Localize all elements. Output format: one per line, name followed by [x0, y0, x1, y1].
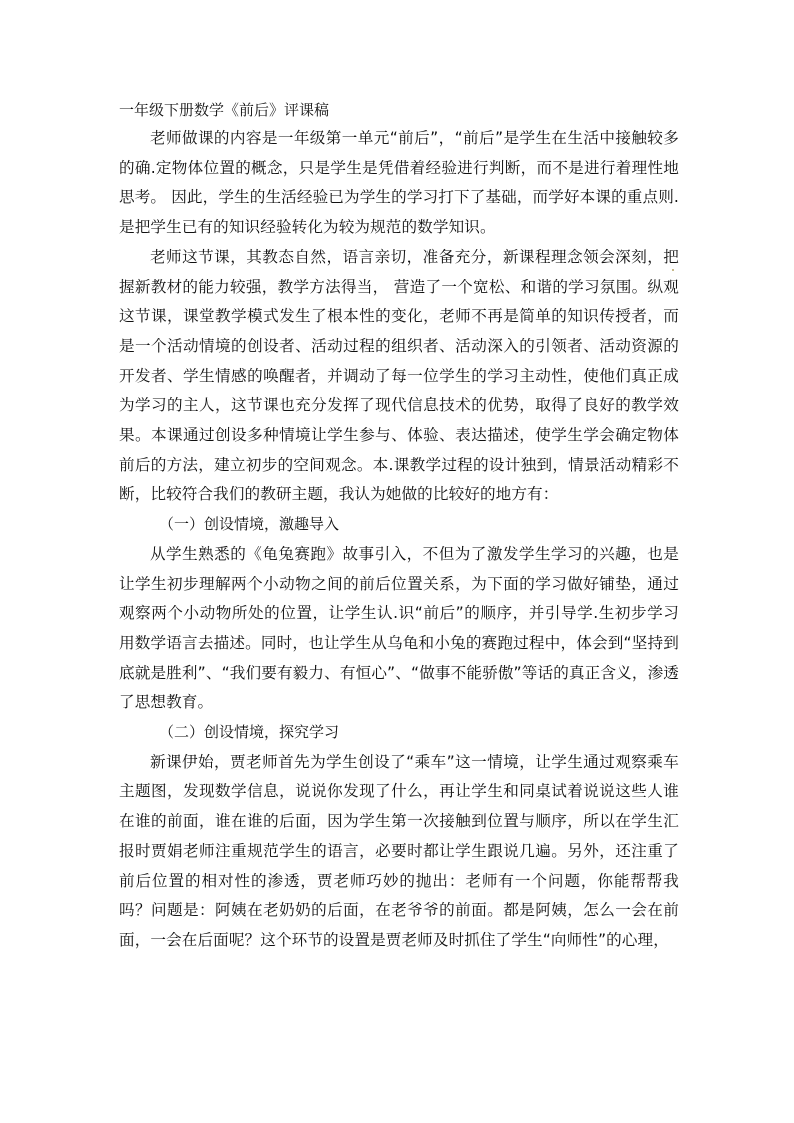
document-title: 一年级下册数学《前后》评课稿 [119, 101, 330, 119]
stray-dot-mark [672, 269, 674, 271]
document-body [119, 98, 679, 956]
paragraph-intro: 老师做课的内容是一年级第一单元“前后”，“前后”是学生在生活中接触较多的确.定物体位置的概念，只是学生是凭借着经验进行判断，而不是进行着理性地思考。 因此，学生的生活经验已为学生的学习打下了基础，而学好本课的重点则.是把学生已有的知识经验转化为较为规范的数学知识。 [119, 129, 679, 237]
paragraph-overview: 老师这节课，其教态自然，语言亲切，准备充分，新课程理念领会深刻，把握新教材的能力较强，教学方法得当， 营造了一个宽松、和谐的学习氛围。纵观这节课，课堂教学模式发生了根本性的变化，老师不再是简单的知识传授者，而是一个活动情境的创设者、活动过程的组织者、活动深入的引领者、活动资源的开发者、学生情感的唤醒者，并调动了每一位学生的学习主动性，使他们真正成为学习的主人，这节课也充分发挥了现代信息技术的优势，取得了良好的教学效果。本课通过创设多种情境让学生参与、体验、表达描述，使学生学会确定物体前后的方法，建立初步的空间观念。本.课教学过程的设计独到，情景活动精彩不断，比较符合我们的教研主题，我认为她做的比较好的地方有： [119, 247, 679, 504]
paragraph-section-2: 新课伊始，贾老师首先为学生创设了“乘车”这一情境，让学生通过观察乘车主题图，发现数学信息，说说你发现了什么，再让学生和同桌试着说说这些人谁在谁的前面，谁在谁的后面，因为学生第一次接触到位置与顺序，所以在学生汇报时贾娟老师注重规范学生的语言，必要时都让学生跟说几遍。另外，还注重了前后位置的相对性的渗透，贾老师巧妙的抛出：老师有一个问题，你能帮帮我吗？问题是：阿姨在老奶奶的后面，在老爷爷的前面。都是阿姨，怎么一会在前面，一会在后面呢？这个环节的设置是贾老师及时抓住了学生“向师性”的心理， [119, 752, 679, 949]
section-heading-2: （二）创设情境，探究学习 [159, 723, 340, 742]
section-heading-1: （一）创设情境，激趣导入 [159, 515, 340, 534]
paragraph-section-1: 从学生熟悉的《龟兔赛跑》故事引入，不但为了激发学生学习的兴趣，也是让学生初步理解两个小动物之间的前后位置关系，为下面的学习做好铺垫，通过观察两个小动物所处的位置，让学生认.识“前后”的顺序，并引导学.生初步学习用数学语言去描述。同时，也让学生从乌龟和小兔的赛跑过程中，体会到“坚持到底就是胜利”、“我们要有毅力、有恒心”、“做事不能骄傲”等话的真正含义，渗透了思想教育。 [119, 544, 679, 712]
